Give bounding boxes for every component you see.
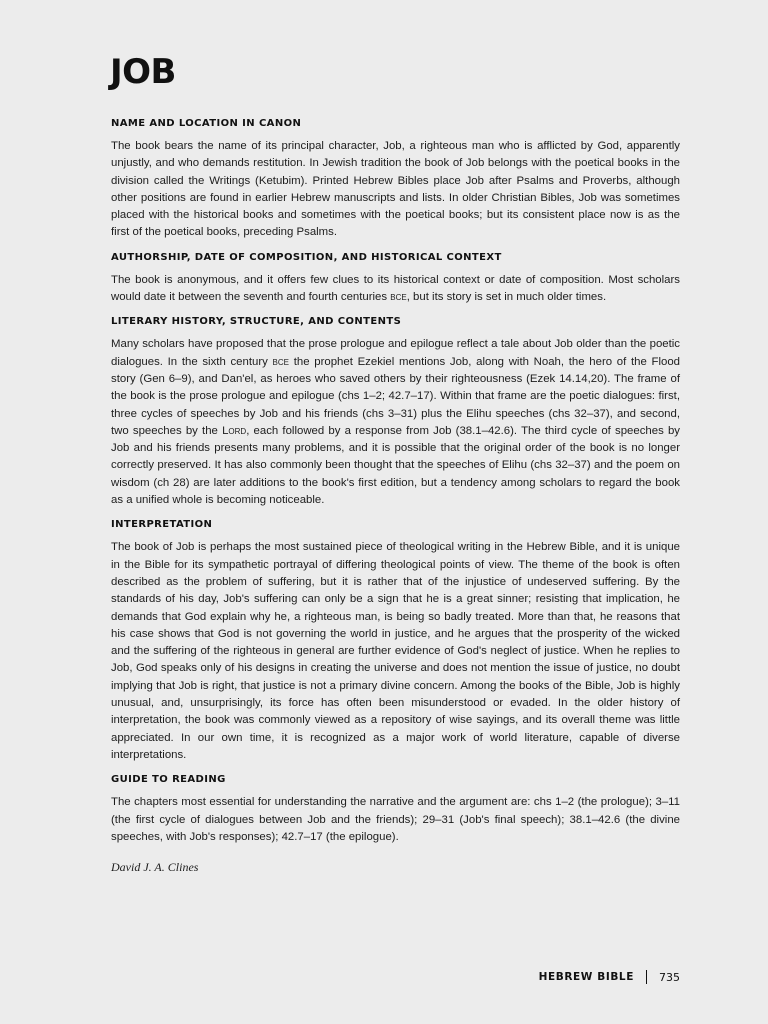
section-heading: GUIDE TO READING [111,774,226,786]
section-paragraph: The book bears the name of its principal character, Job, a righteous man who is afflicted by God, apparently unjustly, and who demands restitution. In Jewish tradition the book of Job belongs with the poetical books in the division called the Writings (Ketubim). Printed Hebrew Bibles place Job after Psalms and Proverbs, although other positions are found in earlier Hebrew manuscripts and lists. In older Christian Bibles, Job was sometimes placed with the historical books and sometimes with the poetical books; but its consistent place now is as the first of the poetical books, preceding Psalms. [111,140,680,239]
small-caps-text: bce [272,355,289,368]
small-caps-text: Lord [222,424,247,437]
section-paragraph [111,272,680,307]
section-interpretation [111,519,680,764]
page-footer [539,970,680,984]
section-name-location [111,118,680,242]
section-paragraph: The book of Job is perhaps the most sustained piece of theological writing in the Hebrew Bible, and it is unique in the Bible for its sympathetic portrayal of differing theological points of view. The theme of the book is often described as the problem of suffering, but it is rather that of the injustice of undeserved suffering. By the standards of his day, Job's suffering can only be a sign that he is a great sinner; resisting that implication, he demands that God explain why he, a righteous man, is being so badly treated. More than that, he reasons that his case shows that God is not governing the world in justice, and he argues that the prosperity of the wicked and the suffering of the righteous in general are further evidence of God's neglect of justice. When he replies to Job, God speaks only of his designs in creating the universe and does not mention the issue of justice, no doubt implying that Job is right, that justice is not a primary divine concern. Among the books of the Bible, Job is highly unusual, and, unsurprisingly, its force has often been misunderstood or evaded. In the older history of interpretation, the book was commonly viewed as a repository of wise sayings, and its overall theme was little appreciated. In our own time, it is recognized as a major work of world literature, capable of diverse interpretations. [111,541,680,761]
text-run: Many scholars have proposed that the prose prologue and epilogue reflect a tale about Job older than the poetic dialogues. In the sixth century [111,338,680,368]
page-title: JOB [110,52,176,92]
text-run: The book is anonymous, and it offers few clues to its historical context or date of composition. Most scholars would date it between the seventh and fourth centuries [111,273,680,304]
footer-divider [646,970,647,984]
small-caps-text: bce [390,291,407,304]
text-run: the prophet Ezekiel mentions Job, along with Noah, the hero of the Flood story (Gen 6–9), and Dan'el, as heroes who saved others by their righteousness (Ezek 14.14,20). The frame of the book is the prose prologue and epilogue (chs 1–2; 42.7–17). Within that frame are the poetic dialogues: first, three cycles of speeches by Job and his friends (chs 3–31) plus the Elihu speeches (chs 32–37), and second, two speeches by the [111,355,680,437]
page-number: 735 [659,970,680,984]
section-heading: LITERARY HISTORY, STRUCTURE, AND CONTENTS [111,316,402,328]
section-heading: INTERPRETATION [111,519,213,531]
section-guide-to-reading [111,774,680,846]
article-body [111,118,680,875]
section-literary-history [111,316,680,509]
running-head: HEBREW BIBLE [538,971,634,983]
section-paragraph [111,336,680,509]
text-run: , but its story is set in much older times. [406,291,607,304]
section-heading: NAME AND LOCATION IN CANON [111,118,302,129]
section-heading: AUTHORSHIP, DATE OF COMPOSITION, AND HISTORICAL CONTEXT [111,251,502,263]
section-authorship [111,252,680,307]
text-run: , each followed by a response from Job (38.1–42.6). The third cycle of speeches by Job and his friends presents many problems, and it is possible that the original order of the book is no longer correctly preserved. It has also commonly been thought that the speeches of Elihu (chs 32–37) and the poem on wisdom (ch 28) are later additions to the book's first edition, but a tendency among scholars to regard the book as a unified whole is becoming noticeable. [111,424,680,507]
author-credit: David J. A. Clines [111,860,199,875]
section-paragraph: The chapters most essential for understanding the narrative and the argument are: chs 1–2 (the prologue); 3–11 (the first cycle of dialogues between Job and the friends); 29–31 (Job's final speech); 38.1–42.6 (the divine speeches, with Job's responses); 42.7–17 (the epilogue). [111,796,680,843]
